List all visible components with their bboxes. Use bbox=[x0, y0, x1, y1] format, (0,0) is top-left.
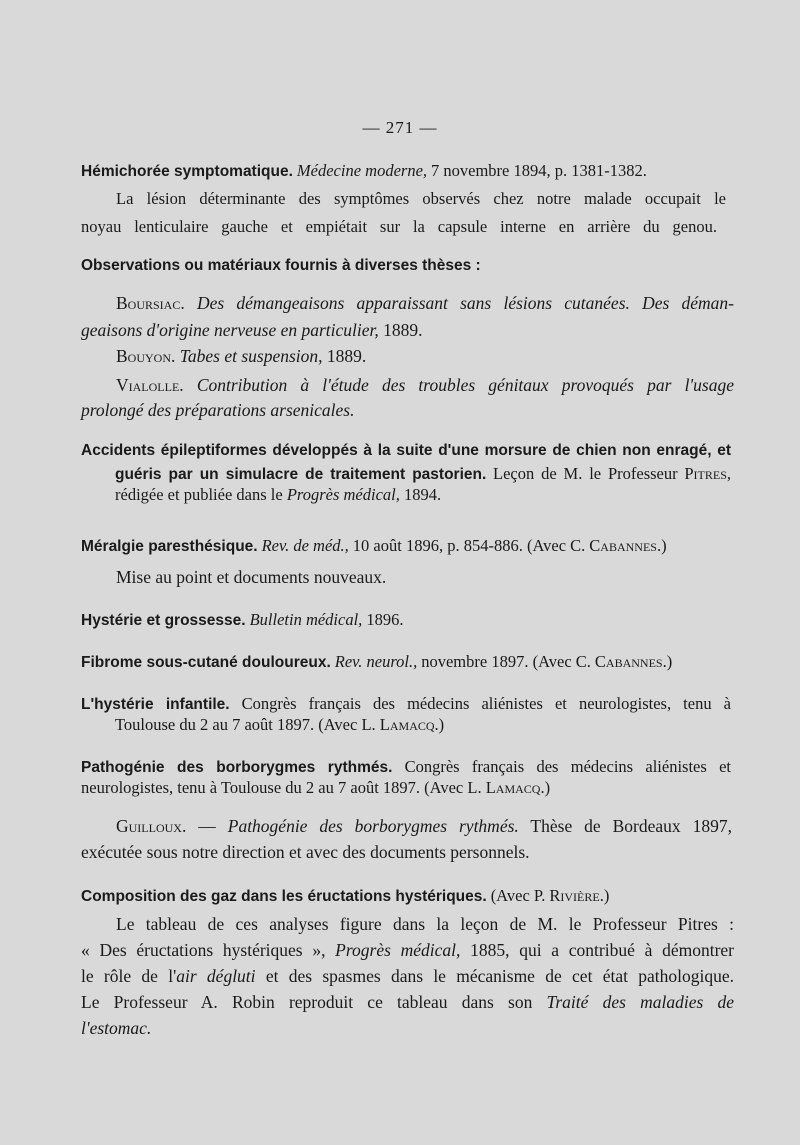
journal-name: Progrès médical, bbox=[286, 485, 400, 504]
entry-title: Méralgie paresthésique. bbox=[81, 538, 258, 555]
entry-year: 1896. bbox=[366, 610, 404, 629]
entry-borborygmes bbox=[81, 757, 731, 777]
journal-name: Rev. de méd., bbox=[261, 536, 349, 555]
paragraph-line bbox=[116, 189, 726, 209]
entry-title: Hémichorée symptomatique. bbox=[81, 163, 293, 180]
author-name: Lamacq.) bbox=[379, 715, 445, 734]
author-name: Guilloux. bbox=[116, 816, 187, 836]
entry-citation: Toulouse du 2 au 7 août 1897. (Avec L. bbox=[115, 715, 376, 734]
entry-composition-gaz bbox=[81, 886, 609, 906]
thesis-citation: Thèse de Bordeaux 1897, bbox=[530, 816, 732, 836]
thesis-guilloux-line2: exécutée sous notre direction et avec des documents personnels. bbox=[81, 842, 530, 862]
journal-name: Rev. neurol., bbox=[334, 652, 418, 671]
paragraph-line bbox=[116, 914, 734, 935]
entry-hysterie-infantile bbox=[81, 694, 731, 714]
author-name: Vialolle. bbox=[116, 375, 184, 395]
journal-name: Médecine moderne, bbox=[296, 161, 428, 180]
paragraph-line bbox=[81, 992, 734, 1013]
thesis-boursiac bbox=[116, 293, 734, 314]
thesis-vialolle-cont bbox=[81, 400, 355, 421]
thesis-vialolle bbox=[116, 375, 734, 396]
journal-name: Progrès médical, bbox=[335, 940, 461, 960]
entry-year: 1894. bbox=[403, 485, 442, 504]
entry-accidents bbox=[81, 442, 731, 460]
emphasis: air dégluti bbox=[176, 966, 256, 986]
entry-title: Fibrome sous-cutané douloureux. bbox=[81, 654, 331, 671]
dash: — bbox=[198, 816, 216, 836]
author-name: Cabannes.) bbox=[594, 652, 673, 671]
entry-citation: (Avec P. bbox=[490, 886, 546, 905]
thesis-title: prolongé des préparations arsenicales. bbox=[81, 400, 355, 420]
entry-accidents-line2 bbox=[115, 464, 731, 484]
entry-meralgie-sub: Mise au point et documents nouveaux. bbox=[116, 567, 387, 587]
thesis-bouyon bbox=[116, 346, 366, 367]
entry-meralgie bbox=[81, 536, 667, 556]
paragraph-line bbox=[81, 966, 734, 987]
entry-citation: rédigée et publiée dans le bbox=[115, 485, 283, 504]
thesis-title: Pathogénie des borborygmes rythmés. bbox=[227, 816, 519, 836]
entry-accidents-line3 bbox=[115, 485, 441, 505]
thesis-guilloux bbox=[116, 816, 732, 837]
entry-title: guéris par un simulacre de traitement pastorien. bbox=[115, 466, 487, 483]
author-name: Boursiac. bbox=[116, 293, 185, 313]
author-name: Cabannes.) bbox=[589, 536, 667, 555]
entry-borborygmes-line2 bbox=[81, 778, 550, 798]
book-title: l'estomac. bbox=[81, 1018, 152, 1038]
paragraph-line bbox=[81, 217, 717, 237]
entry-title: Accidents épileptiformes développés à la suite d'une morsure de chien non enragé, et bbox=[81, 442, 731, 459]
author-name: Pitres, bbox=[684, 464, 731, 483]
entry-title: Hystérie et grossesse. bbox=[81, 612, 246, 629]
entry-citation: Congrès français des médecins aliénistes et neurologistes, tenu à bbox=[241, 694, 731, 713]
author-name: Bouyon. bbox=[116, 346, 176, 366]
text-line: Le tableau de ces analyses figure dans la leçon de M. le Professeur Pitres : bbox=[116, 914, 734, 934]
thesis-boursiac-cont bbox=[81, 320, 423, 341]
text-line: La lésion déterminante des symptômes observés chez notre malade occupait le bbox=[116, 189, 726, 208]
entry-fibrome bbox=[81, 652, 672, 672]
author-name: Lamacq.) bbox=[485, 778, 551, 797]
entry-hysterie-infantile-line2 bbox=[115, 715, 444, 735]
entry-citation: Leçon de M. le Professeur bbox=[493, 464, 678, 483]
entry-hemichoree bbox=[81, 161, 713, 181]
section-heading: Observations ou matériaux fournis à diverses thèses : bbox=[81, 257, 481, 274]
entry-title: Pathogénie des borborygmes rythmés. bbox=[81, 759, 393, 776]
entry-citation: Congrès français des médecins aliénistes et bbox=[404, 757, 732, 776]
book-title: Traité des maladies de bbox=[546, 992, 734, 1012]
entry-citation: 10 août 1896, p. 854-886. (Avec C. bbox=[352, 536, 586, 555]
thesis-title: Des démangeaisons apparaissant sans lésions cutanées. Des déman- bbox=[196, 293, 734, 313]
thesis-title: geaisons d'origine nerveuse en particulier, bbox=[81, 320, 379, 340]
paragraph-line bbox=[81, 1018, 151, 1039]
text-line: noyau lenticulaire gauche et empiétait sur la capsule interne en arrière du genou. bbox=[81, 217, 717, 236]
text-segment: « Des éructations hystériques », bbox=[81, 940, 326, 960]
entry-title: L'hystérie infantile. bbox=[81, 696, 230, 713]
text-segment: 1885, qui a contribué à démontrer bbox=[470, 940, 734, 960]
thesis-title: Contribution à l'étude des troubles génitaux provoqués par l'usage bbox=[196, 375, 735, 395]
thesis-year: 1889. bbox=[383, 320, 423, 340]
text-segment: Le Professeur A. Robin reproduit ce tableau dans son bbox=[81, 992, 533, 1012]
page-number: — 271 — bbox=[362, 118, 438, 137]
thesis-year: 1889. bbox=[326, 346, 367, 366]
entry-citation: neurologistes, tenu à Toulouse du 2 au 7 août 1897. (Avec L. bbox=[81, 778, 482, 797]
author-name: Rivière.) bbox=[549, 886, 610, 905]
journal-name: Bulletin médical, bbox=[249, 610, 363, 629]
entry-citation: novembre 1897. (Avec C. bbox=[421, 652, 591, 671]
thesis-title: Tabes et suspension, bbox=[179, 346, 323, 366]
text-segment: le rôle de l' bbox=[81, 966, 177, 986]
text-segment: et des spasmes dans le mécanisme de cet état pathologique. bbox=[265, 966, 734, 986]
entry-citation: 7 novembre 1894, p. 1381-1382. bbox=[431, 161, 647, 180]
entry-hysterie-grossesse bbox=[81, 610, 403, 630]
entry-title: Composition des gaz dans les éructations hystériques. bbox=[81, 888, 487, 905]
paragraph-line bbox=[81, 940, 734, 961]
